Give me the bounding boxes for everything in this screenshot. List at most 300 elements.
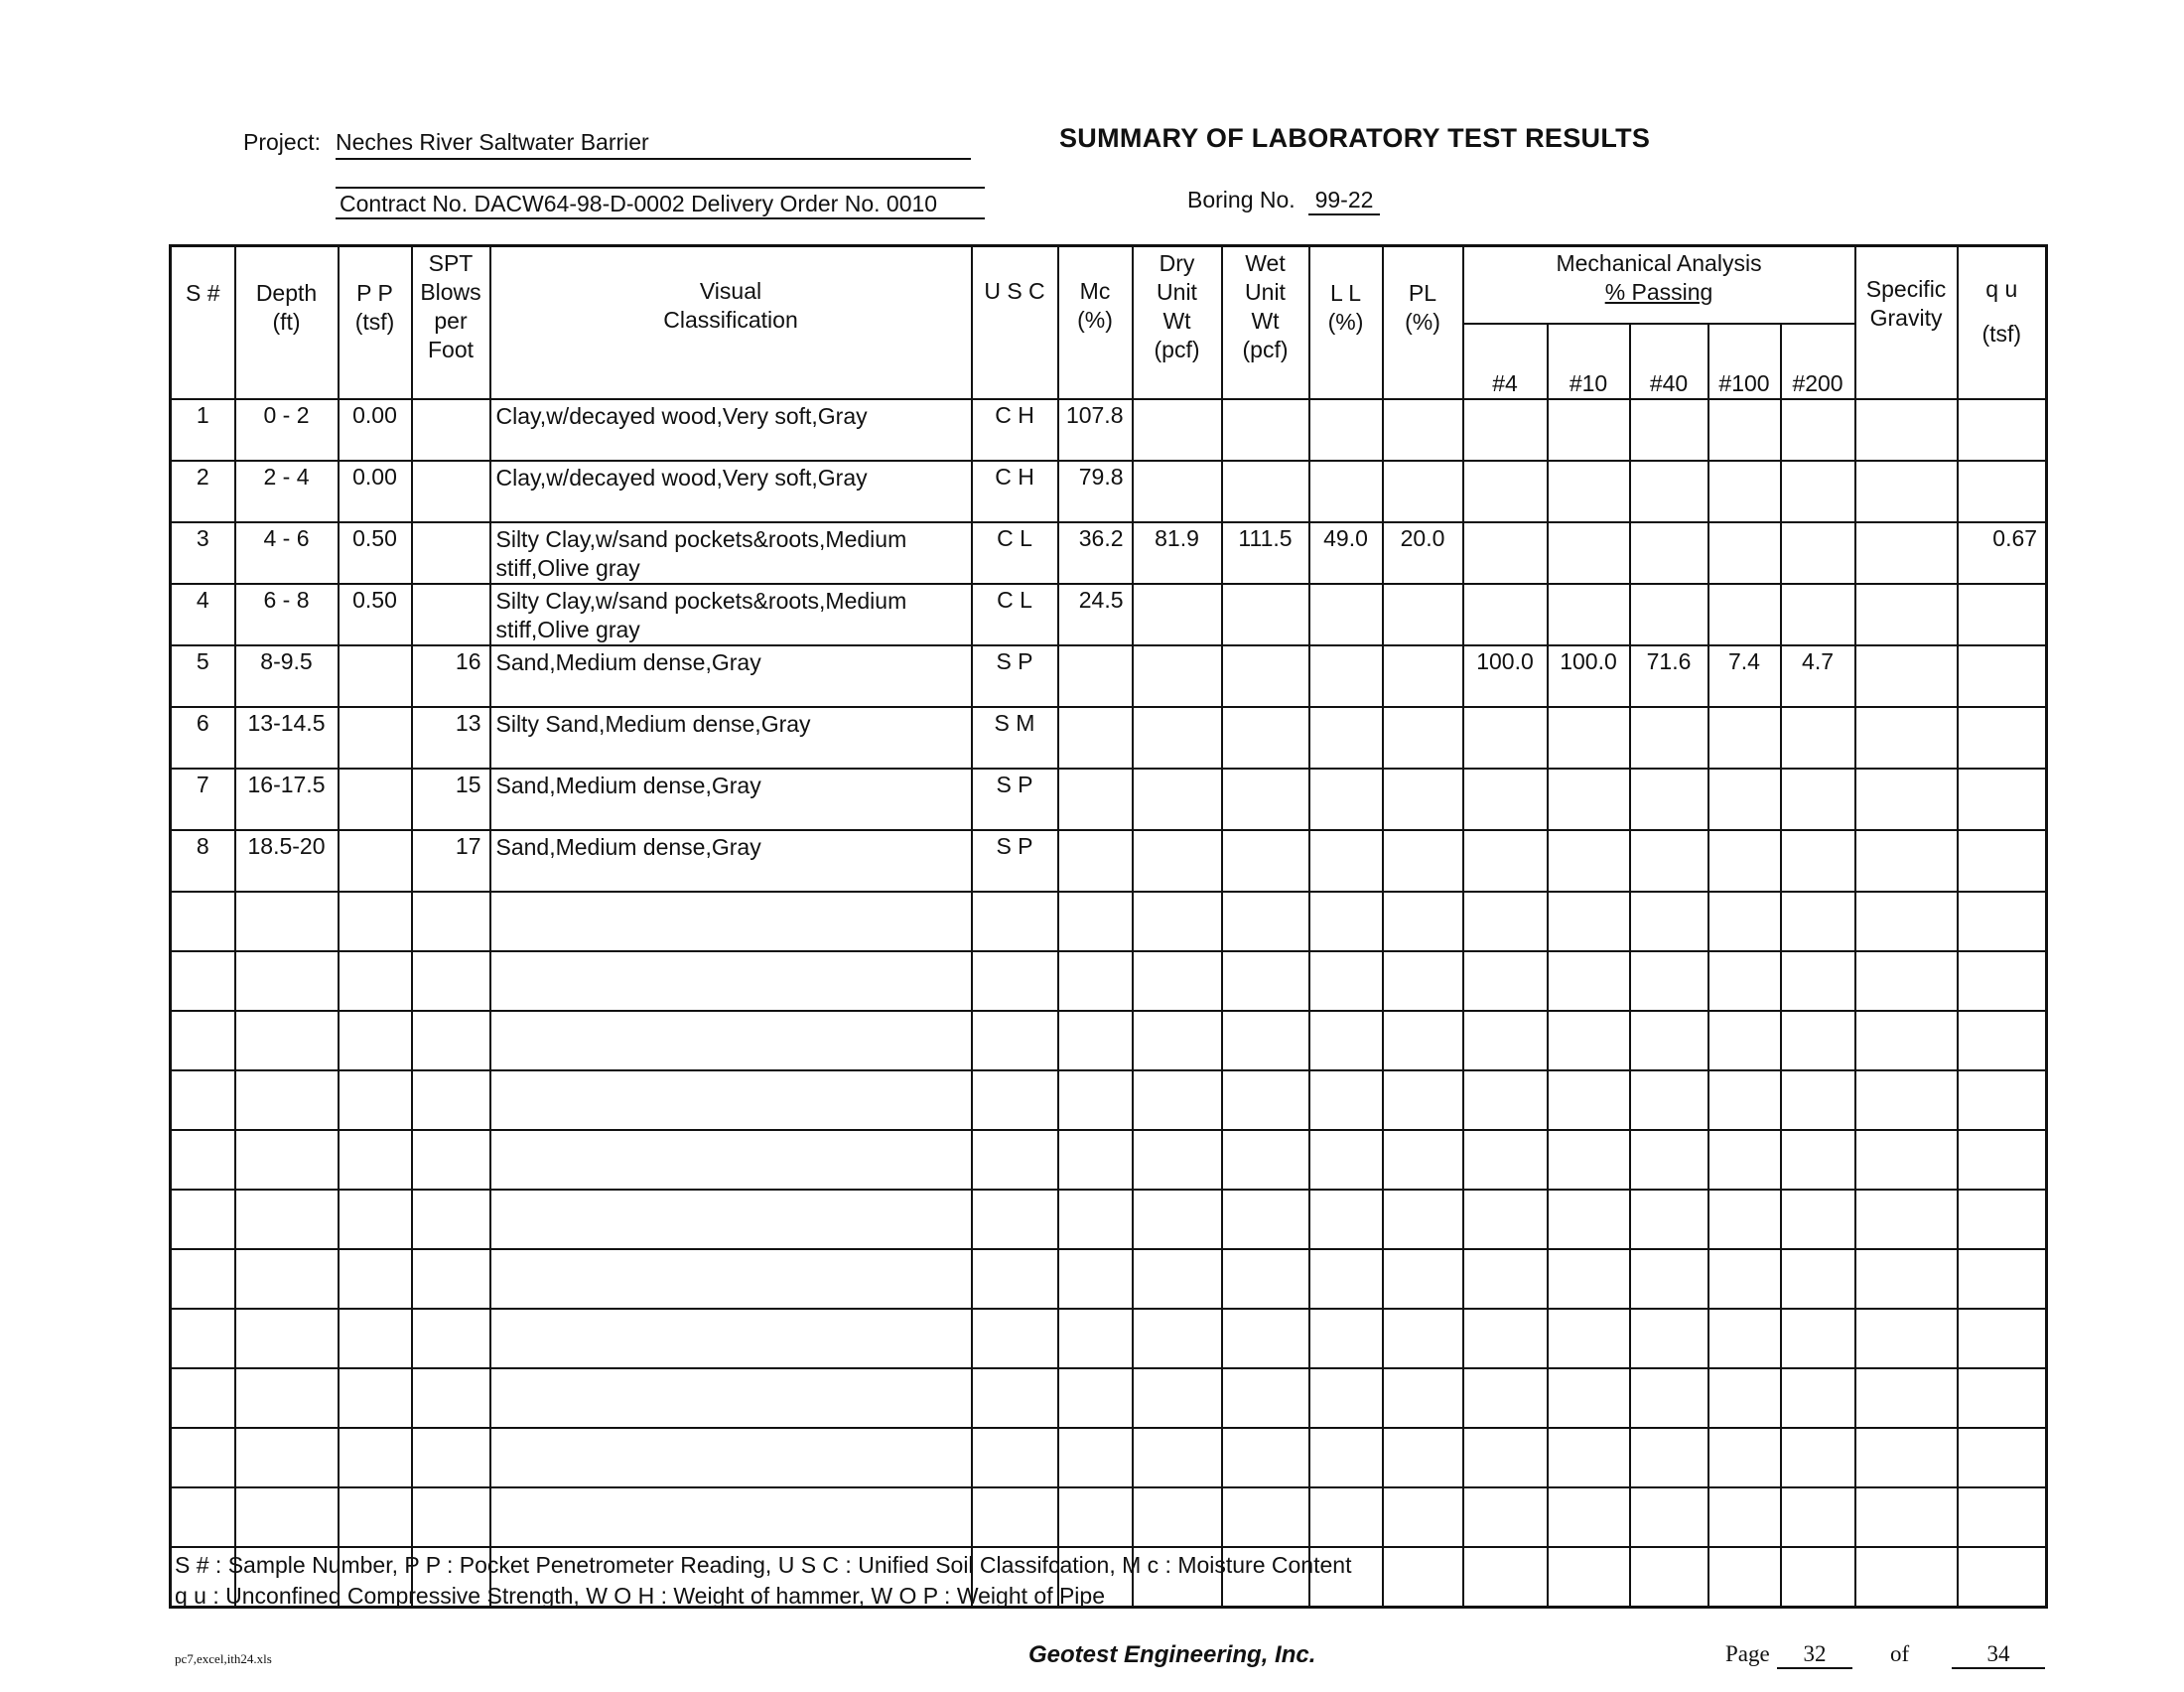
cell-ll: [1309, 830, 1383, 892]
cell-dry-unit-wt: [1133, 830, 1222, 892]
empty-cell: [1463, 1070, 1548, 1130]
empty-cell: [1058, 1070, 1133, 1130]
cell-depth: 18.5-20: [235, 830, 339, 892]
empty-cell: [1855, 1070, 1958, 1130]
empty-cell: [1133, 1011, 1222, 1070]
col-usc: U S C: [972, 246, 1058, 400]
empty-cell: [1463, 1190, 1548, 1249]
empty-cell: [1548, 1070, 1630, 1130]
empty-cell: [1855, 1487, 1958, 1547]
empty-cell: [972, 951, 1058, 1011]
empty-cell: [339, 1249, 412, 1309]
empty-cell: [1309, 1309, 1383, 1368]
table-row: [171, 461, 2047, 522]
cell-pp: 0.00: [339, 399, 412, 461]
project-label: Project:: [243, 129, 321, 155]
empty-cell: [1781, 1130, 1855, 1190]
cell-pp: 0.00: [339, 461, 412, 522]
empty-cell: [1708, 1368, 1781, 1428]
empty-cell: [1781, 951, 1855, 1011]
empty-cell: [235, 1428, 339, 1487]
cell-ll: [1309, 399, 1383, 461]
cell-sieve-4: 100.0: [1463, 645, 1548, 707]
cell-sieve-10: 100.0: [1548, 645, 1630, 707]
cell-sieve-10: [1548, 461, 1630, 522]
cell-dry-unit-wt: [1133, 645, 1222, 707]
cell-sieve-100: [1708, 830, 1781, 892]
empty-cell: [1958, 1070, 2047, 1130]
cell-wet-unit-wt: [1222, 769, 1309, 830]
empty-cell: [1463, 1249, 1548, 1309]
empty-cell: [1781, 1070, 1855, 1130]
empty-cell: [1630, 1070, 1708, 1130]
empty-cell: [1058, 1249, 1133, 1309]
cell-ll: 49.0: [1309, 522, 1383, 584]
empty-cell: [1708, 1309, 1781, 1368]
empty-cell: [171, 1070, 235, 1130]
empty-cell: [972, 1249, 1058, 1309]
empty-cell: [1630, 1487, 1708, 1547]
cell-specific-gravity: [1855, 584, 1958, 645]
empty-cell: [1548, 1190, 1630, 1249]
table-row: [171, 522, 2047, 584]
cell-usc: C H: [972, 461, 1058, 522]
cell-sieve-10: [1548, 584, 1630, 645]
cell-mc: 36.2: [1058, 522, 1133, 584]
empty-cell: [171, 1487, 235, 1547]
cell-sieve-200: [1781, 461, 1855, 522]
cell-mc: [1058, 707, 1133, 769]
empty-cell: [1630, 892, 1708, 951]
empty-cell: [1058, 1309, 1133, 1368]
empty-cell: [972, 1368, 1058, 1428]
total-pages: 34: [1952, 1641, 2045, 1669]
empty-cell: [1708, 1130, 1781, 1190]
empty-row: [171, 951, 2047, 1011]
empty-cell: [490, 892, 972, 951]
empty-cell: [1309, 951, 1383, 1011]
empty-cell: [412, 1428, 490, 1487]
cell-pl: [1383, 830, 1463, 892]
cell-spt-blows: 15: [412, 769, 490, 830]
empty-cell: [1630, 1547, 1708, 1608]
empty-cell: [1855, 951, 1958, 1011]
col-sieve-200: #200: [1781, 324, 1855, 399]
cell-sieve-4: [1463, 830, 1548, 892]
empty-cell: [1855, 1011, 1958, 1070]
cell-wet-unit-wt: 111.5: [1222, 522, 1309, 584]
cell-depth: 16-17.5: [235, 769, 339, 830]
empty-cell: [1058, 1368, 1133, 1428]
empty-cell: [339, 892, 412, 951]
empty-cell: [490, 1249, 972, 1309]
empty-cell: [1708, 1011, 1781, 1070]
cell-sieve-100: [1708, 584, 1781, 645]
cell-sieve-10: [1548, 707, 1630, 769]
empty-cell: [490, 1368, 972, 1428]
cell-sample-number: 4: [171, 584, 235, 645]
empty-row: [171, 1487, 2047, 1547]
cell-visual-classification: Sand,Medium dense,Gray: [490, 830, 972, 892]
cell-pl: [1383, 769, 1463, 830]
empty-cell: [1222, 1130, 1309, 1190]
col-sieve-10: #10: [1548, 324, 1630, 399]
cell-specific-gravity: [1855, 461, 1958, 522]
cell-dry-unit-wt: [1133, 584, 1222, 645]
cell-sample-number: 2: [171, 461, 235, 522]
empty-cell: [1548, 1130, 1630, 1190]
empty-cell: [1309, 1487, 1383, 1547]
cell-wet-unit-wt: [1222, 645, 1309, 707]
cell-mc: [1058, 645, 1133, 707]
empty-cell: [1781, 1249, 1855, 1309]
empty-cell: [1058, 951, 1133, 1011]
empty-cell: [1463, 1130, 1548, 1190]
empty-cell: [1133, 1428, 1222, 1487]
cell-sieve-40: 71.6: [1630, 645, 1708, 707]
cell-ll: [1309, 645, 1383, 707]
cell-visual-classification: Clay,w/decayed wood,Very soft,Gray: [490, 461, 972, 522]
empty-cell: [1222, 1309, 1309, 1368]
empty-row: [171, 1130, 2047, 1190]
boring-number: 99-22: [1308, 187, 1380, 215]
empty-cell: [1548, 1011, 1630, 1070]
empty-cell: [1630, 1309, 1708, 1368]
empty-cell: [1548, 1309, 1630, 1368]
cell-usc: C H: [972, 399, 1058, 461]
cell-sieve-40: [1630, 707, 1708, 769]
cell-wet-unit-wt: [1222, 707, 1309, 769]
cell-sieve-100: [1708, 769, 1781, 830]
cell-sieve-200: [1781, 522, 1855, 584]
cell-visual-classification: Sand,Medium dense,Gray: [490, 645, 972, 707]
cell-sieve-4: [1463, 584, 1548, 645]
empty-cell: [1958, 1487, 2047, 1547]
empty-cell: [171, 1190, 235, 1249]
cell-sieve-200: [1781, 707, 1855, 769]
cell-depth: 13-14.5: [235, 707, 339, 769]
cell-spt-blows: [412, 461, 490, 522]
empty-cell: [1383, 1249, 1463, 1309]
table-row: [171, 707, 2047, 769]
cell-sieve-10: [1548, 769, 1630, 830]
table-row: [171, 830, 2047, 892]
cell-visual-classification: Sand,Medium dense,Gray: [490, 769, 972, 830]
cell-mc: [1058, 769, 1133, 830]
col-mc: Mc (%): [1058, 246, 1133, 400]
cell-mc: [1058, 830, 1133, 892]
empty-cell: [490, 1309, 972, 1368]
empty-cell: [1058, 1011, 1133, 1070]
cell-visual-classification: Silty Clay,w/sand pockets&roots,Medium stiff,Olive gray: [490, 584, 972, 645]
empty-cell: [235, 1309, 339, 1368]
empty-cell: [1383, 1070, 1463, 1130]
legend-line-2: q u : Unconfined Compressive Strength, W O H : Weight of hammer, W O P : Weight of Pipe: [175, 1583, 1106, 1609]
empty-cell: [1958, 1428, 2047, 1487]
empty-cell: [1708, 951, 1781, 1011]
cell-sieve-200: [1781, 769, 1855, 830]
cell-specific-gravity: [1855, 522, 1958, 584]
cell-dry-unit-wt: [1133, 707, 1222, 769]
cell-qu: [1958, 399, 2047, 461]
empty-cell: [1548, 1249, 1630, 1309]
empty-cell: [1133, 892, 1222, 951]
page-number: 32: [1777, 1641, 1852, 1669]
cell-spt-blows: [412, 522, 490, 584]
cell-qu: [1958, 769, 2047, 830]
cell-specific-gravity: [1855, 399, 1958, 461]
empty-cell: [171, 1309, 235, 1368]
empty-cell: [1383, 1547, 1463, 1608]
empty-cell: [1133, 1487, 1222, 1547]
empty-cell: [1958, 1011, 2047, 1070]
cell-usc: S P: [972, 645, 1058, 707]
empty-cell: [1781, 1368, 1855, 1428]
cell-pl: [1383, 707, 1463, 769]
empty-cell: [1855, 1547, 1958, 1608]
empty-cell: [1855, 1249, 1958, 1309]
col-mechanical-analysis: Mechanical Analysis % Passing: [1463, 246, 1855, 325]
empty-cell: [972, 892, 1058, 951]
empty-cell: [1708, 1428, 1781, 1487]
empty-cell: [1222, 1487, 1309, 1547]
empty-cell: [972, 1011, 1058, 1070]
col-sample-number: S #: [171, 246, 235, 400]
cell-usc: C L: [972, 522, 1058, 584]
cell-sieve-100: [1708, 522, 1781, 584]
empty-cell: [339, 1011, 412, 1070]
cell-sample-number: 1: [171, 399, 235, 461]
empty-cell: [339, 1190, 412, 1249]
page-label: Page: [1725, 1641, 1770, 1666]
cell-wet-unit-wt: [1222, 399, 1309, 461]
empty-cell: [1309, 892, 1383, 951]
empty-cell: [235, 1070, 339, 1130]
empty-cell: [1133, 1368, 1222, 1428]
empty-cell: [1383, 1487, 1463, 1547]
cell-sieve-200: 4.7: [1781, 645, 1855, 707]
empty-cell: [1309, 1428, 1383, 1487]
boring-label: Boring No.: [1187, 187, 1296, 212]
cell-pp: [339, 645, 412, 707]
cell-sieve-100: [1708, 461, 1781, 522]
of-label: of: [1890, 1641, 1910, 1666]
empty-cell: [1383, 951, 1463, 1011]
empty-cell: [490, 1011, 972, 1070]
cell-visual-classification: Silty Clay,w/sand pockets&roots,Medium stiff,Olive gray: [490, 522, 972, 584]
col-pl: PL (%): [1383, 246, 1463, 400]
empty-cell: [235, 1190, 339, 1249]
cell-mc: 24.5: [1058, 584, 1133, 645]
empty-cell: [339, 951, 412, 1011]
table-row: [171, 584, 2047, 645]
col-ll: L L (%): [1309, 246, 1383, 400]
empty-cell: [1958, 1547, 2047, 1608]
empty-cell: [1309, 1368, 1383, 1428]
legend-line-1: S # : Sample Number, P P : Pocket Penetrometer Reading, U S C : Unified Soil Classifcation, M c : Moisture Content: [175, 1552, 1352, 1578]
col-dry-unit-wt: Dry Unit Wt (pcf): [1133, 246, 1222, 400]
empty-cell: [1383, 892, 1463, 951]
empty-cell: [1463, 1011, 1548, 1070]
empty-cell: [1222, 892, 1309, 951]
cell-ll: [1309, 769, 1383, 830]
empty-row: [171, 1368, 2047, 1428]
empty-cell: [412, 1368, 490, 1428]
cell-mc: 107.8: [1058, 399, 1133, 461]
empty-cell: [1958, 892, 2047, 951]
cell-pl: 20.0: [1383, 522, 1463, 584]
cell-sample-number: 8: [171, 830, 235, 892]
empty-cell: [1309, 1190, 1383, 1249]
cell-pl: [1383, 645, 1463, 707]
empty-cell: [1855, 1368, 1958, 1428]
empty-cell: [1383, 1190, 1463, 1249]
empty-cell: [1958, 1249, 2047, 1309]
cell-sieve-4: [1463, 461, 1548, 522]
empty-cell: [1309, 1130, 1383, 1190]
empty-cell: [339, 1428, 412, 1487]
cell-usc: S P: [972, 769, 1058, 830]
cell-wet-unit-wt: [1222, 584, 1309, 645]
cell-dry-unit-wt: 81.9: [1133, 522, 1222, 584]
empty-cell: [1708, 1547, 1781, 1608]
cell-dry-unit-wt: [1133, 461, 1222, 522]
empty-cell: [412, 1309, 490, 1368]
empty-cell: [1781, 1428, 1855, 1487]
cell-specific-gravity: [1855, 830, 1958, 892]
empty-cell: [1058, 1428, 1133, 1487]
cell-specific-gravity: [1855, 707, 1958, 769]
empty-cell: [1630, 1011, 1708, 1070]
empty-cell: [1630, 1249, 1708, 1309]
cell-sample-number: 3: [171, 522, 235, 584]
cell-pl: [1383, 399, 1463, 461]
cell-specific-gravity: [1855, 645, 1958, 707]
empty-cell: [1133, 951, 1222, 1011]
empty-cell: [412, 1249, 490, 1309]
cell-usc: C L: [972, 584, 1058, 645]
empty-cell: [235, 1487, 339, 1547]
cell-sieve-40: [1630, 522, 1708, 584]
empty-cell: [339, 1309, 412, 1368]
cell-pp: [339, 769, 412, 830]
cell-qu: 0.67: [1958, 522, 2047, 584]
cell-ll: [1309, 584, 1383, 645]
empty-cell: [171, 951, 235, 1011]
company-name: Geotest Engineering, Inc.: [1028, 1641, 1316, 1668]
cell-pl: [1383, 584, 1463, 645]
empty-cell: [1855, 1130, 1958, 1190]
empty-cell: [1222, 951, 1309, 1011]
empty-cell: [1855, 1428, 1958, 1487]
empty-cell: [490, 1130, 972, 1190]
cell-visual-classification: Silty Sand,Medium dense,Gray: [490, 707, 972, 769]
empty-cell: [1630, 1428, 1708, 1487]
cell-sieve-200: [1781, 830, 1855, 892]
empty-cell: [1309, 1070, 1383, 1130]
cell-pp: 0.50: [339, 584, 412, 645]
empty-cell: [1548, 951, 1630, 1011]
empty-cell: [1222, 1070, 1309, 1130]
cell-qu: [1958, 584, 2047, 645]
empty-cell: [412, 951, 490, 1011]
empty-cell: [1463, 1487, 1548, 1547]
empty-cell: [1309, 1011, 1383, 1070]
table-row: [171, 769, 2047, 830]
empty-cell: [1309, 1249, 1383, 1309]
empty-cell: [171, 892, 235, 951]
cell-sieve-4: [1463, 522, 1548, 584]
empty-cell: [235, 1011, 339, 1070]
empty-cell: [412, 892, 490, 951]
contract-info: Contract No. DACW64-98-D-0002 Delivery Order No. 0010: [336, 187, 985, 219]
empty-row: [171, 1428, 2047, 1487]
empty-cell: [1383, 1428, 1463, 1487]
cell-spt-blows: [412, 399, 490, 461]
empty-cell: [1133, 1130, 1222, 1190]
empty-cell: [412, 1070, 490, 1130]
empty-cell: [1781, 1487, 1855, 1547]
cell-sieve-40: [1630, 584, 1708, 645]
cell-sieve-10: [1548, 522, 1630, 584]
col-pp: P P (tsf): [339, 246, 412, 400]
empty-cell: [1855, 1309, 1958, 1368]
cell-depth: 6 - 8: [235, 584, 339, 645]
header-row: [171, 246, 2047, 325]
cell-sample-number: 7: [171, 769, 235, 830]
empty-cell: [1708, 892, 1781, 951]
empty-cell: [1463, 1309, 1548, 1368]
empty-cell: [1133, 1309, 1222, 1368]
cell-sample-number: 5: [171, 645, 235, 707]
empty-cell: [1222, 1011, 1309, 1070]
cell-sieve-4: [1463, 707, 1548, 769]
empty-cell: [490, 951, 972, 1011]
cell-spt-blows: 17: [412, 830, 490, 892]
lab-results-table: [169, 244, 2048, 1609]
empty-cell: [1855, 892, 1958, 951]
empty-cell: [972, 1070, 1058, 1130]
col-spt: SPT Blows per Foot: [412, 246, 490, 400]
cell-depth: 8-9.5: [235, 645, 339, 707]
empty-cell: [1133, 1070, 1222, 1130]
empty-cell: [1222, 1190, 1309, 1249]
empty-cell: [1958, 1309, 2047, 1368]
empty-cell: [1383, 1309, 1463, 1368]
cell-spt-blows: 16: [412, 645, 490, 707]
empty-row: [171, 1249, 2047, 1309]
cell-sieve-100: [1708, 399, 1781, 461]
cell-pl: [1383, 461, 1463, 522]
cell-specific-gravity: [1855, 769, 1958, 830]
col-qu: q u (tsf): [1958, 246, 2047, 400]
table-row: [171, 645, 2047, 707]
empty-cell: [1708, 1249, 1781, 1309]
empty-cell: [1708, 1070, 1781, 1130]
cell-sieve-100: 7.4: [1708, 645, 1781, 707]
cell-qu: [1958, 830, 2047, 892]
empty-cell: [1133, 1249, 1222, 1309]
empty-cell: [1463, 892, 1548, 951]
empty-cell: [1630, 1368, 1708, 1428]
empty-cell: [972, 1428, 1058, 1487]
cell-dry-unit-wt: [1133, 399, 1222, 461]
empty-cell: [1222, 1368, 1309, 1428]
empty-cell: [1383, 1011, 1463, 1070]
empty-cell: [412, 1487, 490, 1547]
empty-cell: [1463, 1368, 1548, 1428]
empty-cell: [1548, 1368, 1630, 1428]
